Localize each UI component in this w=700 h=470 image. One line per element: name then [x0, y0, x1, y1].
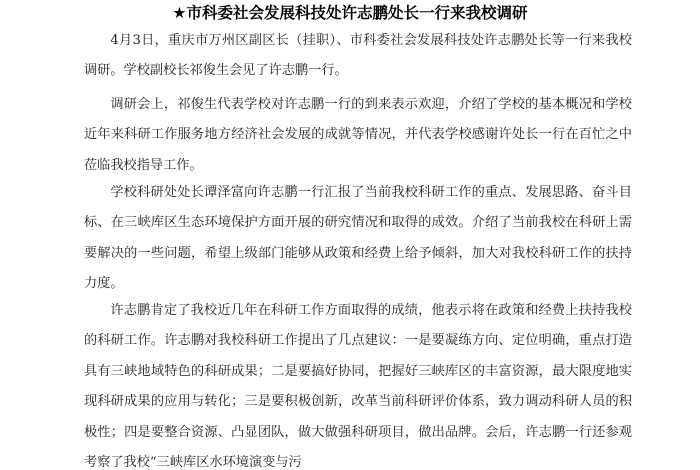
- article-paragraph-4: 许志鹏肯定了我校近几年在科研工作方面取得的成绩，他表示将在政策和经费上扶持我校的科研工作。许志鹏对我校科研工作提出了几点建议：一是要凝练方向、定位明确，重点打造具有三峡地域特色的科研成果；二是要搞好协同，把握好三峡库区的丰富资源，最大限度地实现科研成果的应用与转化；三是要积极创新，改革当前科研评价体系，致力调动科研人员的积极性；四是要整合资源、凸显团队，做大做强科研项目，做出品牌。会后，许志鹏一行还参观考察了我校“三峡库区水环境演变与污: [84, 303, 632, 470]
- article-paragraph-3: 学校科研处处长谭泽富向许志鹏一行汇报了当前我校科研工作的重点、发展思路、奋斗目标、在三峡库区生态环境保护方面开展的研究情况和取得的成效。介绍了当前我校在科研上需要解决的一些问题，希望上级部门能够从政策和经费上给予倾斜，加大对我校科研工作的扶持力度。: [84, 185, 632, 292]
- article-paragraph-1: 4月3日，重庆市万州区副区长（挂职）、市科委社会发展科技处许志鹏处长等一行来我校调研。学校副校长祁俊生会见了许志鹏一行。: [84, 33, 632, 79]
- article-title: ★市科委社会发展科技处许志鹏处长一行来我校调研: [172, 4, 528, 22]
- article-paragraph-2: 调研会上，祁俊生代表学校对许志鹏一行的到来表示欢迎，介绍了学校的基本概况和学校近年来科研工作服务地方经济社会发展的成就等情况，并代表学校感谢许处长一行在百忙之中莅临我校指导工作。: [84, 97, 632, 173]
